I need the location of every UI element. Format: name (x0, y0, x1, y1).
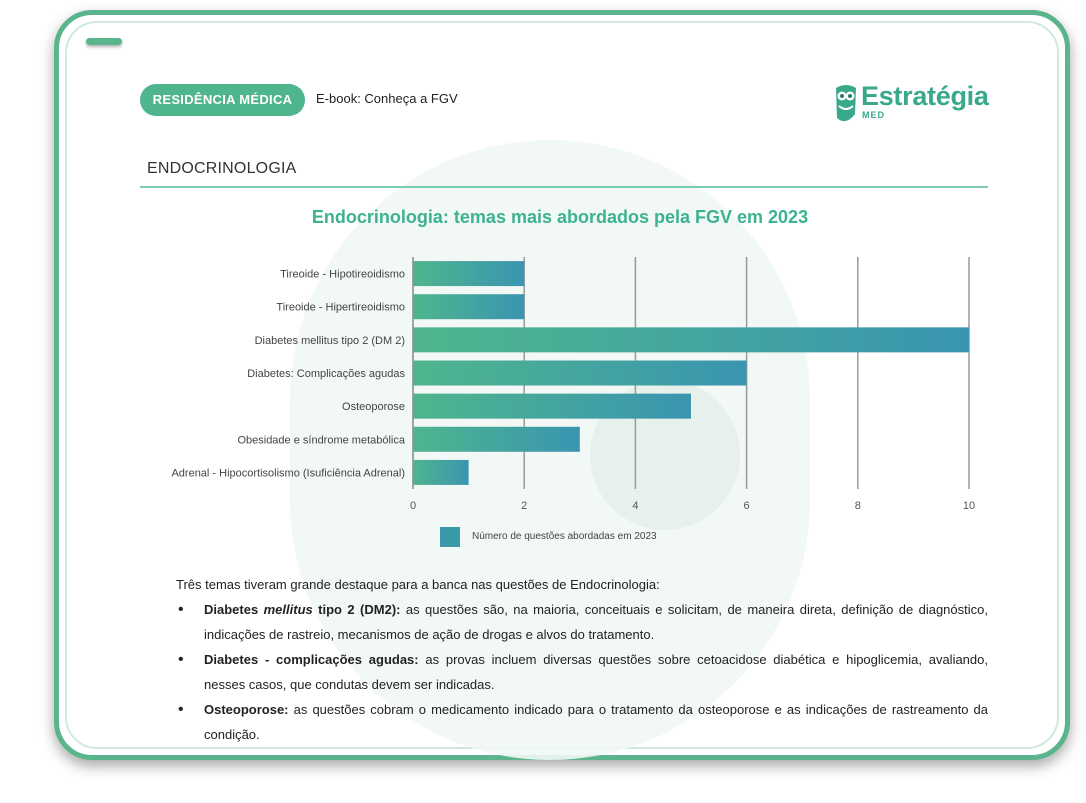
category-label: Osteoporose (342, 401, 405, 414)
item-bold-lead: Diabetes - complicações agudas: (204, 652, 419, 667)
category-label: Diabetes mellitus tipo 2 (DM 2) (254, 334, 405, 347)
category-label: Obesidade e síndrome metabólica (237, 434, 405, 447)
category-label: Diabetes: Complicações agudas (247, 368, 405, 380)
bar (413, 327, 969, 352)
legend-swatch (440, 527, 460, 547)
item-text: as provas incluem diversas questões sobre cetoacidose diabética e hipoglicemia, avaliando, nesses casos, que condutas devem ser indicadas. (204, 652, 988, 692)
bar (413, 361, 747, 386)
chart-title: Endocrinologia: temas mais abordados pela FGV em 2023 (311, 207, 809, 227)
x-tick-label: 4 (632, 500, 639, 512)
item-text: as questões cobram o medicamento indicado para o tratamento da osteoporose e as indicações de rastreamento da condição. (204, 702, 988, 742)
item-bold-lead: Osteoporose: (204, 702, 289, 717)
item-italic: mellitus (263, 602, 313, 617)
x-tick-label: 8 (854, 500, 861, 512)
bar (413, 394, 691, 419)
bar (413, 294, 524, 319)
item-bold-lead: Diabetes (204, 602, 264, 617)
list-item (176, 697, 988, 747)
logo-subtitle: MED (862, 110, 885, 120)
item-bold-tail: tipo 2 (DM2): (312, 602, 401, 617)
logo-name: Estratégia (861, 81, 989, 111)
x-tick-label: 10 (962, 500, 976, 512)
residencia-medica-badge: RESIDÊNCIA MÉDICA (140, 84, 305, 116)
highlight-list (176, 597, 988, 747)
category-label: Adrenal - Hipocortisolismo (Isuficiência Adrenal) (171, 467, 405, 480)
x-tick-label: 6 (743, 500, 750, 512)
category-label: Tireoide - Hipertireoidismo (276, 301, 405, 314)
item-text: as questões são, na maioria, conceituais e solicitam, de maneira direta, definição de diagnóstico, indicações de rastreio, mecanismos de ação de drogas e alvos do tratamento. (204, 602, 988, 642)
intro-paragraph: Três temas tiveram grande destaque para a banca nas questões de Endocrinologia: (176, 577, 660, 592)
section-title: ENDOCRINOLOGIA (147, 160, 297, 177)
bar (413, 427, 580, 452)
bar (413, 460, 469, 485)
ebook-title: E-book: Conheça a FGV (316, 91, 458, 106)
bar (413, 261, 524, 286)
legend-label: Número de questões abordadas em 2023 (472, 531, 657, 542)
body-text (176, 572, 988, 747)
x-tick-label: 2 (521, 500, 528, 512)
x-tick-label: 0 (409, 500, 417, 512)
category-label: Tireoide - Hipotireoidismo (280, 268, 405, 281)
list-item (176, 597, 988, 647)
list-item (176, 647, 988, 697)
